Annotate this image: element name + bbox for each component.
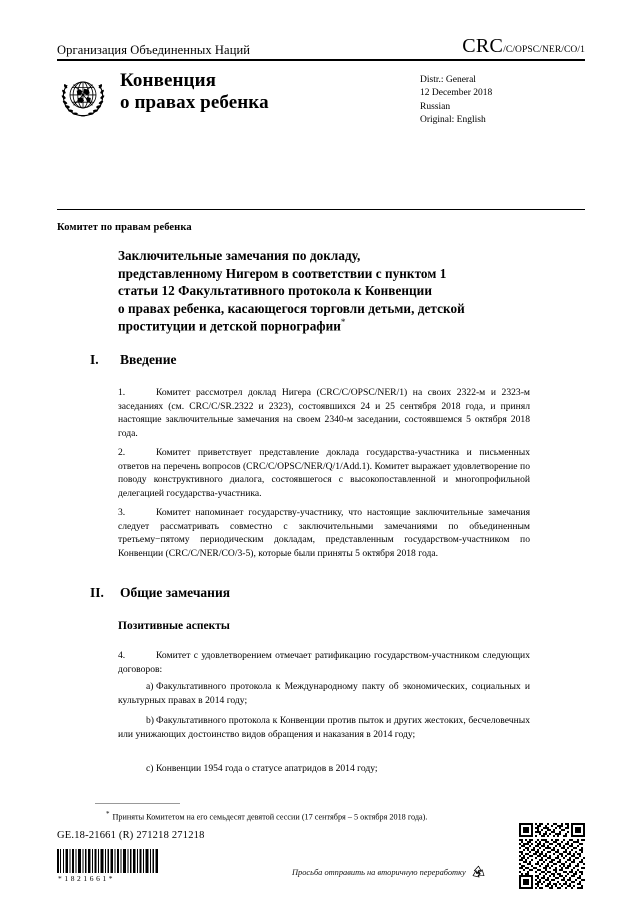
masthead-bottom-rule (57, 209, 585, 210)
un-emblem (57, 71, 109, 123)
masthead (57, 34, 585, 128)
document-title-line-1: Заключительные замечания по докладу, (118, 248, 361, 263)
barcode-icon (57, 849, 158, 873)
recycle-notice (292, 864, 487, 881)
section-heading-general-observations (90, 585, 560, 601)
document-symbol-suffix: /C/OPSC/NER/CO/1 (503, 44, 585, 55)
organization-name: Организация Объединенных Наций (57, 42, 251, 57)
document-symbol (462, 36, 585, 56)
paragraph-1 (118, 386, 530, 440)
document-title-line-4: о правах ребенка, касающегося торговли детьми, детской (118, 300, 465, 316)
paragraph-number-3: 3. (118, 507, 126, 518)
convention-title-line1: Конвенция (120, 70, 216, 91)
list-item-b (118, 714, 530, 741)
paragraph-4 (118, 649, 530, 676)
job-number: GE.18-21661 (R) 271218 271218 (57, 830, 205, 841)
section-heading-introduction (90, 352, 560, 368)
paragraph-number-2: 2. (118, 447, 126, 458)
masthead-left (57, 70, 269, 128)
section-title-2: Общие замечания (120, 585, 231, 600)
list-item-a (118, 680, 530, 707)
section-title-1: Введение (120, 352, 177, 367)
committee-name: Комитет по правам ребенка (57, 222, 192, 233)
paragraph-number-4: 4. (118, 650, 126, 661)
paragraph-2 (118, 446, 530, 500)
footnote-separator (95, 803, 180, 804)
distribution-language: Russian (420, 101, 451, 112)
footnote-marker: * (106, 810, 110, 818)
document-symbol-main: CRC (462, 35, 504, 57)
footnote (106, 810, 536, 823)
list-text-c: Конвенции 1954 года о статусе апатридов в 2014 году; (156, 763, 378, 774)
barcode-number: *1821661* (58, 874, 116, 883)
paragraph-text-1: Комитет рассмотрел доклад Нигера (CRC/C/OPSC/NER/1) на своих 2322-м и 2323-м заседаниях (см. CRC/C/SR.2322 и 2323), состоявшихся 24 и 25 сентября 2018 года, и принял настоящие заключительные замечания на своем 2340-м заседании, состоявшемся 5 октября 2018 года. (118, 387, 530, 439)
title-footnote-marker: * (340, 317, 346, 328)
subheading-positive-aspects: Позитивные аспекты (118, 620, 230, 632)
paragraph-text-2: Комитет приветствует представление доклада государства-участника и письменных ответов на перечень вопросов (CRC/C/OPSC/NER/Q/1/Add.1). Комитет выражает удовлетворение по поводу конструктивного диалога, состоявшегося с высокопоставленной и многопрофильной делегацией государства-участника. (118, 447, 530, 499)
footnote-text: Приняты Комитетом на его семьдесят девятой сессии (17 сентября – 5 октября 2018 года). (112, 812, 428, 822)
list-letter-c: c) (146, 763, 154, 774)
convention-title (120, 70, 269, 114)
masthead-rule (57, 59, 585, 61)
document-title (118, 247, 558, 335)
list-text-a: Факультативного протокола к Международному пакту об экономических, социальных и культурных правах в 2014 году; (118, 681, 530, 706)
document-title-line-5 (118, 317, 558, 335)
list-item-c (118, 762, 530, 776)
masthead-body (57, 70, 585, 128)
paragraph-text-3: Комитет напоминает государству-участнику, что настоящие заключительные замечания следует рассматривать совместно с заключительными замечаниями по объединенным третьему−пятому периодическим докладам, представленным государством-участником по Конвенции (CRC/C/NER/CO/3-5), которые были приняты 5 октября 2018 года. (118, 507, 530, 559)
paragraph-3 (118, 506, 530, 560)
recycle-text: Просьба отправить на вторичную переработку (292, 868, 466, 877)
list-letter-b: b) (146, 715, 154, 726)
convention-title-line2: о правах ребенка (120, 92, 269, 114)
barcode-block (57, 849, 158, 883)
masthead-top-row (57, 34, 585, 56)
section-number-2: II. (90, 585, 104, 600)
paragraph-number-1: 1. (118, 387, 126, 398)
qr-code (519, 823, 585, 889)
list-letter-a: a) (146, 681, 154, 692)
document-title-line-5-text: проституции и детской порнографии (118, 318, 341, 334)
distribution-type: Distr.: General (420, 75, 476, 85)
distribution-date: 12 December 2018 (420, 88, 493, 99)
distribution-original: Original: English (420, 115, 486, 126)
section-number-1: I. (90, 352, 99, 367)
document-title-line-3: статьи 12 Факультативного протокола к Конвенции (118, 283, 432, 299)
paragraph-text-4: Комитет с удовлетворением отмечает ратификацию государством-участником следующих договоров: (118, 650, 530, 675)
distribution-block (418, 74, 585, 128)
document-title-line-2: представленному Нигером в соответствии с пунктом 1 (118, 265, 447, 281)
list-text-b: Факультативного протокола к Конвенции против пыток и других жестоких, бесчеловечных или унижающих достоинство видов обращения и наказания в 2014 году; (118, 715, 530, 740)
recycling-icon (470, 864, 487, 881)
